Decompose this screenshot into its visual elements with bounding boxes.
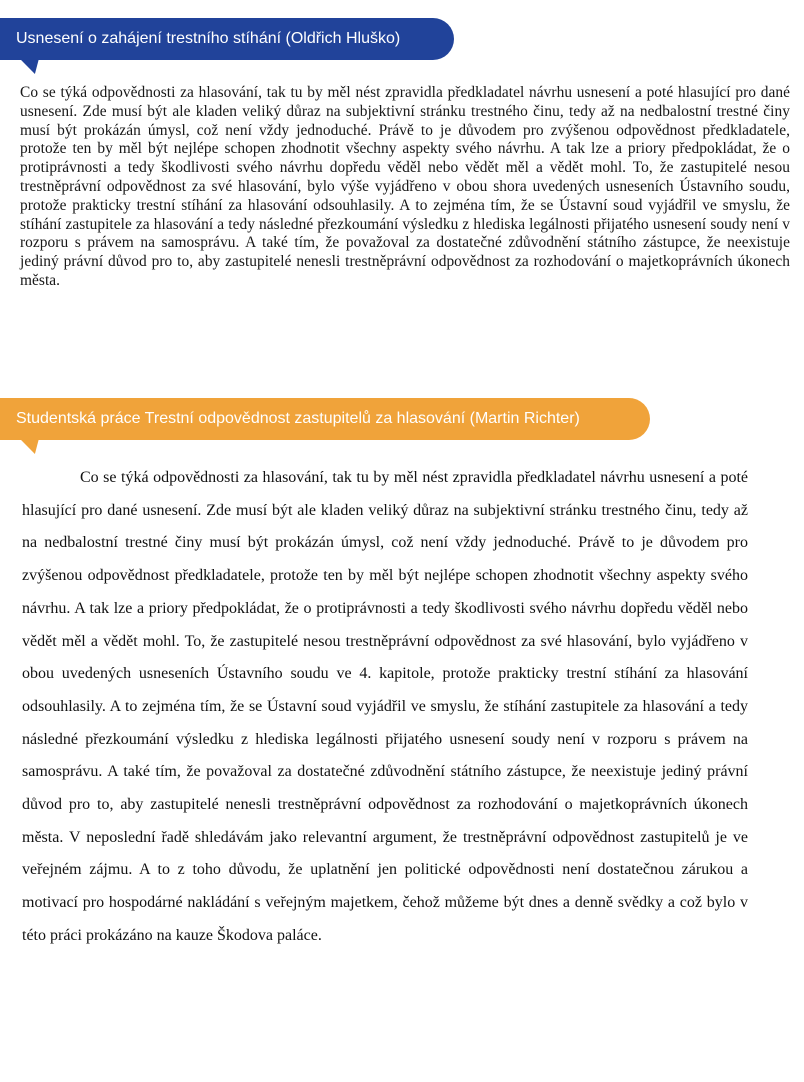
section-heading-thesis [0, 398, 650, 440]
scanned-excerpt [20, 84, 790, 364]
thesis-excerpt [22, 462, 748, 953]
speech-tail-thesis [19, 438, 45, 454]
scanned-excerpt-text: Co se týká odpovědnosti za hlasování, tak tu by měl nést zpravidla předkladatel návrhu usnesení a poté hlasující pro dané usnesení. Zde musí být ale kladen veliký důraz na subjektivní stránku trestného činu, tedy až na nedbalostní trestné činy musí být prokázán úmysl, což není vždy jednoduché. Právě to je důvodem pro zvýšenou odpovědnost předkladatele, protože ten by měl být nejlépe schopen zhodnotit všechny aspekty svého návrhu. A tak lze a priory předpokládat, že o protiprávnosti a tedy škodlivosti svého návrhu dopředu věděl nebo vědět měl a vědět mohl. To, že zastupitelé nesou trestněprávní odpovědnost za své hlasování, bylo výše vyjádřeno v obou shora uvedených usneseních Ústavního soudu, protože prakticky trestní stíhání za hlasování odsouhlasily. A to zejména tím, že se Ústavní soud vyjádřil ve smyslu, že stíhání zastupitele za hlasování a tedy následné přezkoumání výsledku z hlediska legálnosti přijatého usnesení soudy není v rozporu s právem na samosprávu. A také tím, že považoval za dostatečné zdůvodnění státního zástupce, že neexistuje jediný právní důvod pro to, aby zastupitelé nenesli trestněprávní odpovědnost za rozhodování o majetkoprávních úkonech města. [20, 84, 790, 289]
section-heading-decision [0, 18, 454, 60]
section-heading-decision-text: Usnesení o zahájení trestního stíhání (Oldřich Hluško) [16, 30, 401, 47]
speech-tail-decision [19, 58, 45, 74]
section-heading-thesis-text: Studentská práce Trestní odpovědnost zastupitelů za hlasování (Martin Richter) [16, 410, 580, 427]
thesis-excerpt-text: Co se týká odpovědnosti za hlasování, tak tu by měl nést zpravidla předkladatel návrhu usnesení a poté hlasující pro dané usnesení. Zde musí být ale kladen veliký důraz na subjektivní stránku trestného činu, tedy až na nedbalostní trestné činy musí být prokázán úmysl, což není vždy jednoduché. Právě to je důvodem pro zvýšenou odpovědnost předkladatele, protože ten by měl být nejlépe schopen zhodnotit všechny aspekty svého návrhu. A tak lze a priory předpokládat, že o protiprávnosti a tedy škodlivosti svého návrhu dopředu věděl nebo vědět měl a vědět mohl. To, že zastupitelé nesou trestněprávní odpovědnost za své hlasování, bylo vyjádřeno v obou uvedených usneseních Ústavního soudu ve 4. kapitole, protože prakticky trestní stíhání za hlasování odsouhlasily. A to zejména tím, že se Ústavní soud vyjádřil ve smyslu, že stíhání zastupitele za hlasování a tedy následné přezkoumání výsledku z hlediska legálnosti přijatého usnesení soudy není v rozporu s právem na samosprávu. A také tím, že považoval za dostatečné zdůvodnění státního zástupce, že neexistuje jediný právní důvod pro to, aby zastupitelé nenesli trestněprávní odpovědnost za rozhodování o majetkoprávních úkonech města. V neposlední řadě shledávám jako relevantní argument, že trestněprávní odpovědnost zastupitelů je ve veřejném zájmu. A to z toho důvodu, že uplatnění jen politické odpovědnosti není dostatečnou zárukou a motivací pro hospodárné nakládání s veřejným majetkem, čehož můžeme být dnes a denně svědky a což bylo v této práci prokázáno na kauze Škodova paláce. [22, 469, 748, 944]
